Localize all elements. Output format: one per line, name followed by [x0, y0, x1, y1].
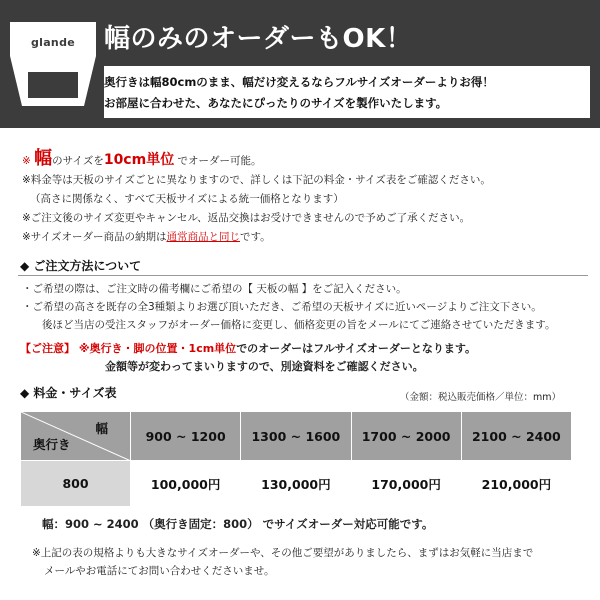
- note-pricing: ※料金等は天板のサイズごとに異なりますので、詳しくは下記の料金・サイズ表をご確認ください。: [22, 174, 491, 186]
- note-uniform-price: （高さに関係なく、すべて天板サイズによる統一価格となります）: [30, 193, 344, 205]
- corner-depth-label: 奥行き: [33, 437, 71, 452]
- price-table-heading: ◆ 料金・サイズ表: [20, 386, 117, 400]
- order-step-1: ・ご希望の際は、ご注文時の備考欄にご希望の【 天板の幅 】をご記入ください。: [22, 283, 407, 295]
- intro-line-2: お部屋に合わせた、あなたにぴったりのサイズを製作いたします。: [104, 96, 448, 110]
- note-width-unit: ※ 幅のサイズを10cm単位 でオーダー可能。: [22, 148, 262, 169]
- size-range-note: 幅：900 ~ 2400 （奥行き固定：800） でサイズオーダー対応可能です。: [42, 517, 434, 531]
- intro-box: [104, 66, 590, 118]
- price-cell: 100,000円: [131, 461, 241, 507]
- table-corner-cell: [21, 412, 131, 461]
- contact-note-1: ※上記の表の規格よりも大きなサイズオーダーや、その他ご要望がありましたら、まずはお気軽に当店まで: [32, 547, 534, 559]
- price-table: [20, 411, 572, 507]
- price-cell: 130,000円: [241, 461, 351, 507]
- divider: [18, 275, 588, 276]
- order-step-2: ・ご希望の高さを既存の全3種類よりお選び頂いただき、ご希望の天板サイズに近いページよりご注文下さい。: [22, 301, 542, 313]
- note-no-returns: ※ご注文後のサイズ変更やキャンセル、返品交換はお受けできませんので予めご了承ください。: [22, 212, 471, 224]
- column-header: 2100 ~ 2400: [461, 412, 571, 461]
- brand-logo: [10, 22, 96, 106]
- order-step-3: 後ほど当店の受注スタッフがオーダー価格に変更し、価格変更の旨をメールにてご連絡させていただきます。: [42, 319, 556, 331]
- order-method-heading: ◆ ご注文方法について: [20, 259, 142, 273]
- brand-logo-text: glande: [30, 36, 76, 49]
- price-unit-note: （金額：税込販売価格／単位：mm）: [400, 392, 562, 403]
- price-cell: 170,000円: [351, 461, 461, 507]
- column-header: 900 ~ 1200: [131, 412, 241, 461]
- column-header: 1300 ~ 1600: [241, 412, 351, 461]
- price-cell: 210,000円: [461, 461, 571, 507]
- row-label-depth: 800: [21, 461, 131, 507]
- caution-line-2: 金額等が変わってまいりますので、別途資料をご確認ください。: [105, 360, 424, 373]
- page-headline: 幅のみのオーダーもOK！: [104, 24, 413, 54]
- note-delivery: ※サイズオーダー商品の納期は通常商品と同じです。: [22, 231, 271, 243]
- column-header: 1700 ~ 2000: [351, 412, 461, 461]
- contact-note-2: メールやお電話にてお問い合わせくださいませ。: [44, 565, 275, 577]
- caution-line-1: 【ご注意】 ※奥行き・脚の位置・1cm単位でのオーダーはフルサイズオーダーとなります。: [20, 342, 476, 355]
- intro-line-1: 奥行きは幅80cmのまま、幅だけ変えるならフルサイズオーダーよりお得！: [104, 75, 494, 89]
- corner-width-label: 幅: [95, 421, 108, 436]
- header-banner: [0, 0, 600, 128]
